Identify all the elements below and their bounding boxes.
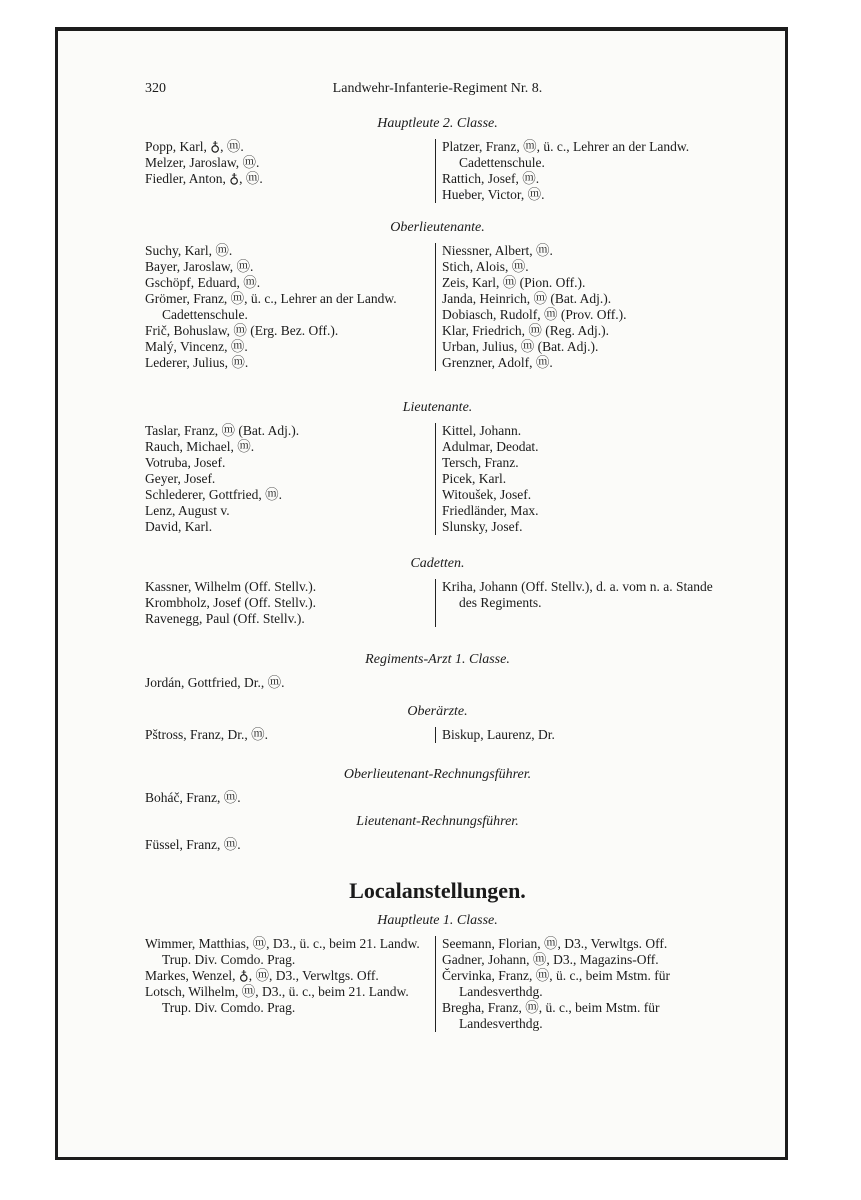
roster-entry: Bayer, Jaroslaw, ⓜ. — [145, 259, 254, 274]
section-heading: Hauptleute 2. Classe. — [377, 116, 498, 131]
section-heading: Oberärzte. — [407, 704, 468, 719]
roster-entry: Lederer, Julius, ⓜ. — [145, 355, 249, 370]
right-column — [435, 790, 730, 806]
roster-entry: Schlederer, Gottfried, ⓜ. — [145, 487, 283, 502]
roster-entry: Jordán, Gottfried, Dr., ⓜ. — [145, 675, 285, 690]
roster-entry: Dobiasch, Rudolf, ⓜ (Prov. Off.). — [442, 307, 627, 322]
roster-section — [145, 703, 730, 743]
roster-entry: Rattich, Josef, ⓜ. — [442, 171, 540, 186]
left-column — [145, 790, 435, 806]
roster-entry: Geyer, Josef. — [145, 471, 216, 486]
roster-entry: Seemann, Florian, ⓜ, D3., Verwltgs. Off. — [442, 936, 668, 951]
right-column — [435, 936, 730, 1032]
left-column — [145, 139, 435, 203]
roster-entry: Popp, Karl, ♁, ⓜ. — [145, 139, 244, 154]
roster-entry: Rauch, Michael, ⓜ. — [145, 439, 255, 454]
roster-entry: Lenz, August v. — [145, 503, 230, 518]
roster-entry: Urban, Julius, ⓜ (Bat. Adj.). — [442, 339, 599, 354]
section-heading: Lieutenante. — [402, 400, 473, 415]
roster-entry: Boháč, Franz, ⓜ. — [145, 790, 241, 805]
roster-entry: Krombholz, Josef (Off. Stellv.). — [145, 595, 316, 610]
roster-entry: Melzer, Jaroslaw, ⓜ. — [145, 155, 260, 170]
roster-entry: Taslar, Franz, ⓜ (Bat. Adj.). — [145, 423, 300, 438]
right-column — [435, 675, 730, 691]
section-heading: Cadetten. — [410, 556, 465, 571]
right-column — [435, 139, 730, 203]
roster-section — [145, 813, 730, 853]
roster-entry: Stich, Alois, ⓜ. — [442, 259, 529, 274]
page-number: 320 — [145, 81, 166, 96]
roster-entry: Suchy, Karl, ⓜ. — [145, 243, 233, 258]
left-column — [145, 837, 435, 853]
section-heading: Oberlieutenant-Rechnungsführer. — [343, 767, 532, 782]
running-header — [145, 81, 730, 99]
right-column — [435, 727, 730, 743]
roster-entry: Tersch, Franz. — [442, 455, 519, 470]
section-local-hauptleute — [145, 912, 730, 1032]
roster-section — [145, 115, 730, 203]
roster-entry: Ravenegg, Paul (Off. Stellv.). — [145, 611, 305, 626]
roster-entry: Hueber, Victor, ⓜ. — [442, 187, 545, 202]
roster-entry: Fiedler, Anton, ♁, ⓜ. — [145, 171, 263, 186]
roster-entry: Kriha, Johann (Off. Stellv.), d. a. vom n. a. Stande des Regiments. — [442, 579, 713, 610]
roster-entry: Witoušek, Josef. — [442, 487, 532, 502]
roster-section — [145, 399, 730, 535]
left-column — [145, 936, 435, 1032]
roster-entry: Janda, Heinrich, ⓜ (Bat. Adj.). — [442, 291, 612, 306]
roster-section — [145, 219, 730, 371]
roster-entry: Adulmar, Deodat. — [442, 439, 539, 454]
roster-section — [145, 766, 730, 806]
roster-entry: Wimmer, Matthias, ⓜ, D3., ü. c., beim 21. Landw. Trup. Div. Comdo. Prag. — [145, 936, 420, 967]
roster-entry: Kassner, Wilhelm (Off. Stellv.). — [145, 579, 317, 594]
roster-entry: Grömer, Franz, ⓜ, ü. c., Lehrer an der Landw. Cadettenschule. — [145, 291, 397, 322]
roster-entry: Pštross, Franz, Dr., ⓜ. — [145, 727, 269, 742]
left-column — [145, 423, 435, 535]
roster-entry: Füssel, Franz, ⓜ. — [145, 837, 241, 852]
right-column — [435, 837, 730, 853]
roster-section — [145, 555, 730, 627]
left-column — [145, 243, 435, 371]
section-heading: Lieutenant-Rechnungsführer. — [356, 814, 519, 829]
roster-entry: David, Karl. — [145, 519, 213, 534]
roster-entry: Malý, Vincenz, ⓜ. — [145, 339, 248, 354]
roster-entry: Friedländer, Max. — [442, 503, 539, 518]
left-column — [145, 727, 435, 743]
roster-entry: Markes, Wenzel, ♁, ⓜ, D3., Verwltgs. Off. — [145, 968, 379, 983]
roster-entry: Slunsky, Josef. — [442, 519, 523, 534]
roster-entry: Frič, Bohuslaw, ⓜ (Erg. Bez. Off.). — [145, 323, 339, 338]
right-column — [435, 243, 730, 371]
section-heading: Oberlieutenante. — [390, 220, 485, 235]
roster-entry: Niessner, Albert, ⓜ. — [442, 243, 553, 258]
roster-entry: Gadner, Johann, ⓜ, D3., Magazins-Off. — [442, 952, 659, 967]
roster-entry: Platzer, Franz, ⓜ, ü. c., Lehrer an der Landw. Cadettenschule. — [442, 139, 690, 170]
right-column — [435, 423, 730, 535]
roster-section — [145, 651, 730, 691]
left-column — [145, 579, 435, 627]
roster-entry: Zeis, Karl, ⓜ (Pion. Off.). — [442, 275, 586, 290]
roster-entry: Lotsch, Wilhelm, ⓜ, D3., ü. c., beim 21. Landw. Trup. Div. Comdo. Prag. — [145, 984, 409, 1015]
section-heading: Regiments-Arzt 1. Classe. — [365, 652, 510, 667]
roster-entry: Picek, Karl. — [442, 471, 507, 486]
roster-entry: Červinka, Franz, ⓜ, ü. c., beim Mstm. für Landesverthdg. — [442, 968, 670, 999]
local-heading: Localanstellungen. — [349, 878, 526, 903]
roster-entry: Grenzner, Adolf, ⓜ. — [442, 355, 553, 370]
roster-entry: Bregha, Franz, ⓜ, ü. c., beim Mstm. für Landesverthdg. — [442, 1000, 660, 1031]
running-title: Landwehr-Infanterie-Regiment Nr. 8. — [332, 81, 543, 96]
right-column — [435, 579, 730, 627]
roster-entry: Klar, Friedrich, ⓜ (Reg. Adj.). — [442, 323, 610, 338]
roster-entry: Gschöpf, Eduard, ⓜ. — [145, 275, 261, 290]
roster-entry: Kittel, Johann. — [442, 423, 522, 438]
section-heading: Hauptleute 1. Classe. — [377, 913, 498, 928]
left-column — [145, 675, 435, 691]
roster-entry: Biskup, Laurenz, Dr. — [442, 727, 555, 742]
roster-entry: Votruba, Josef. — [145, 455, 226, 470]
